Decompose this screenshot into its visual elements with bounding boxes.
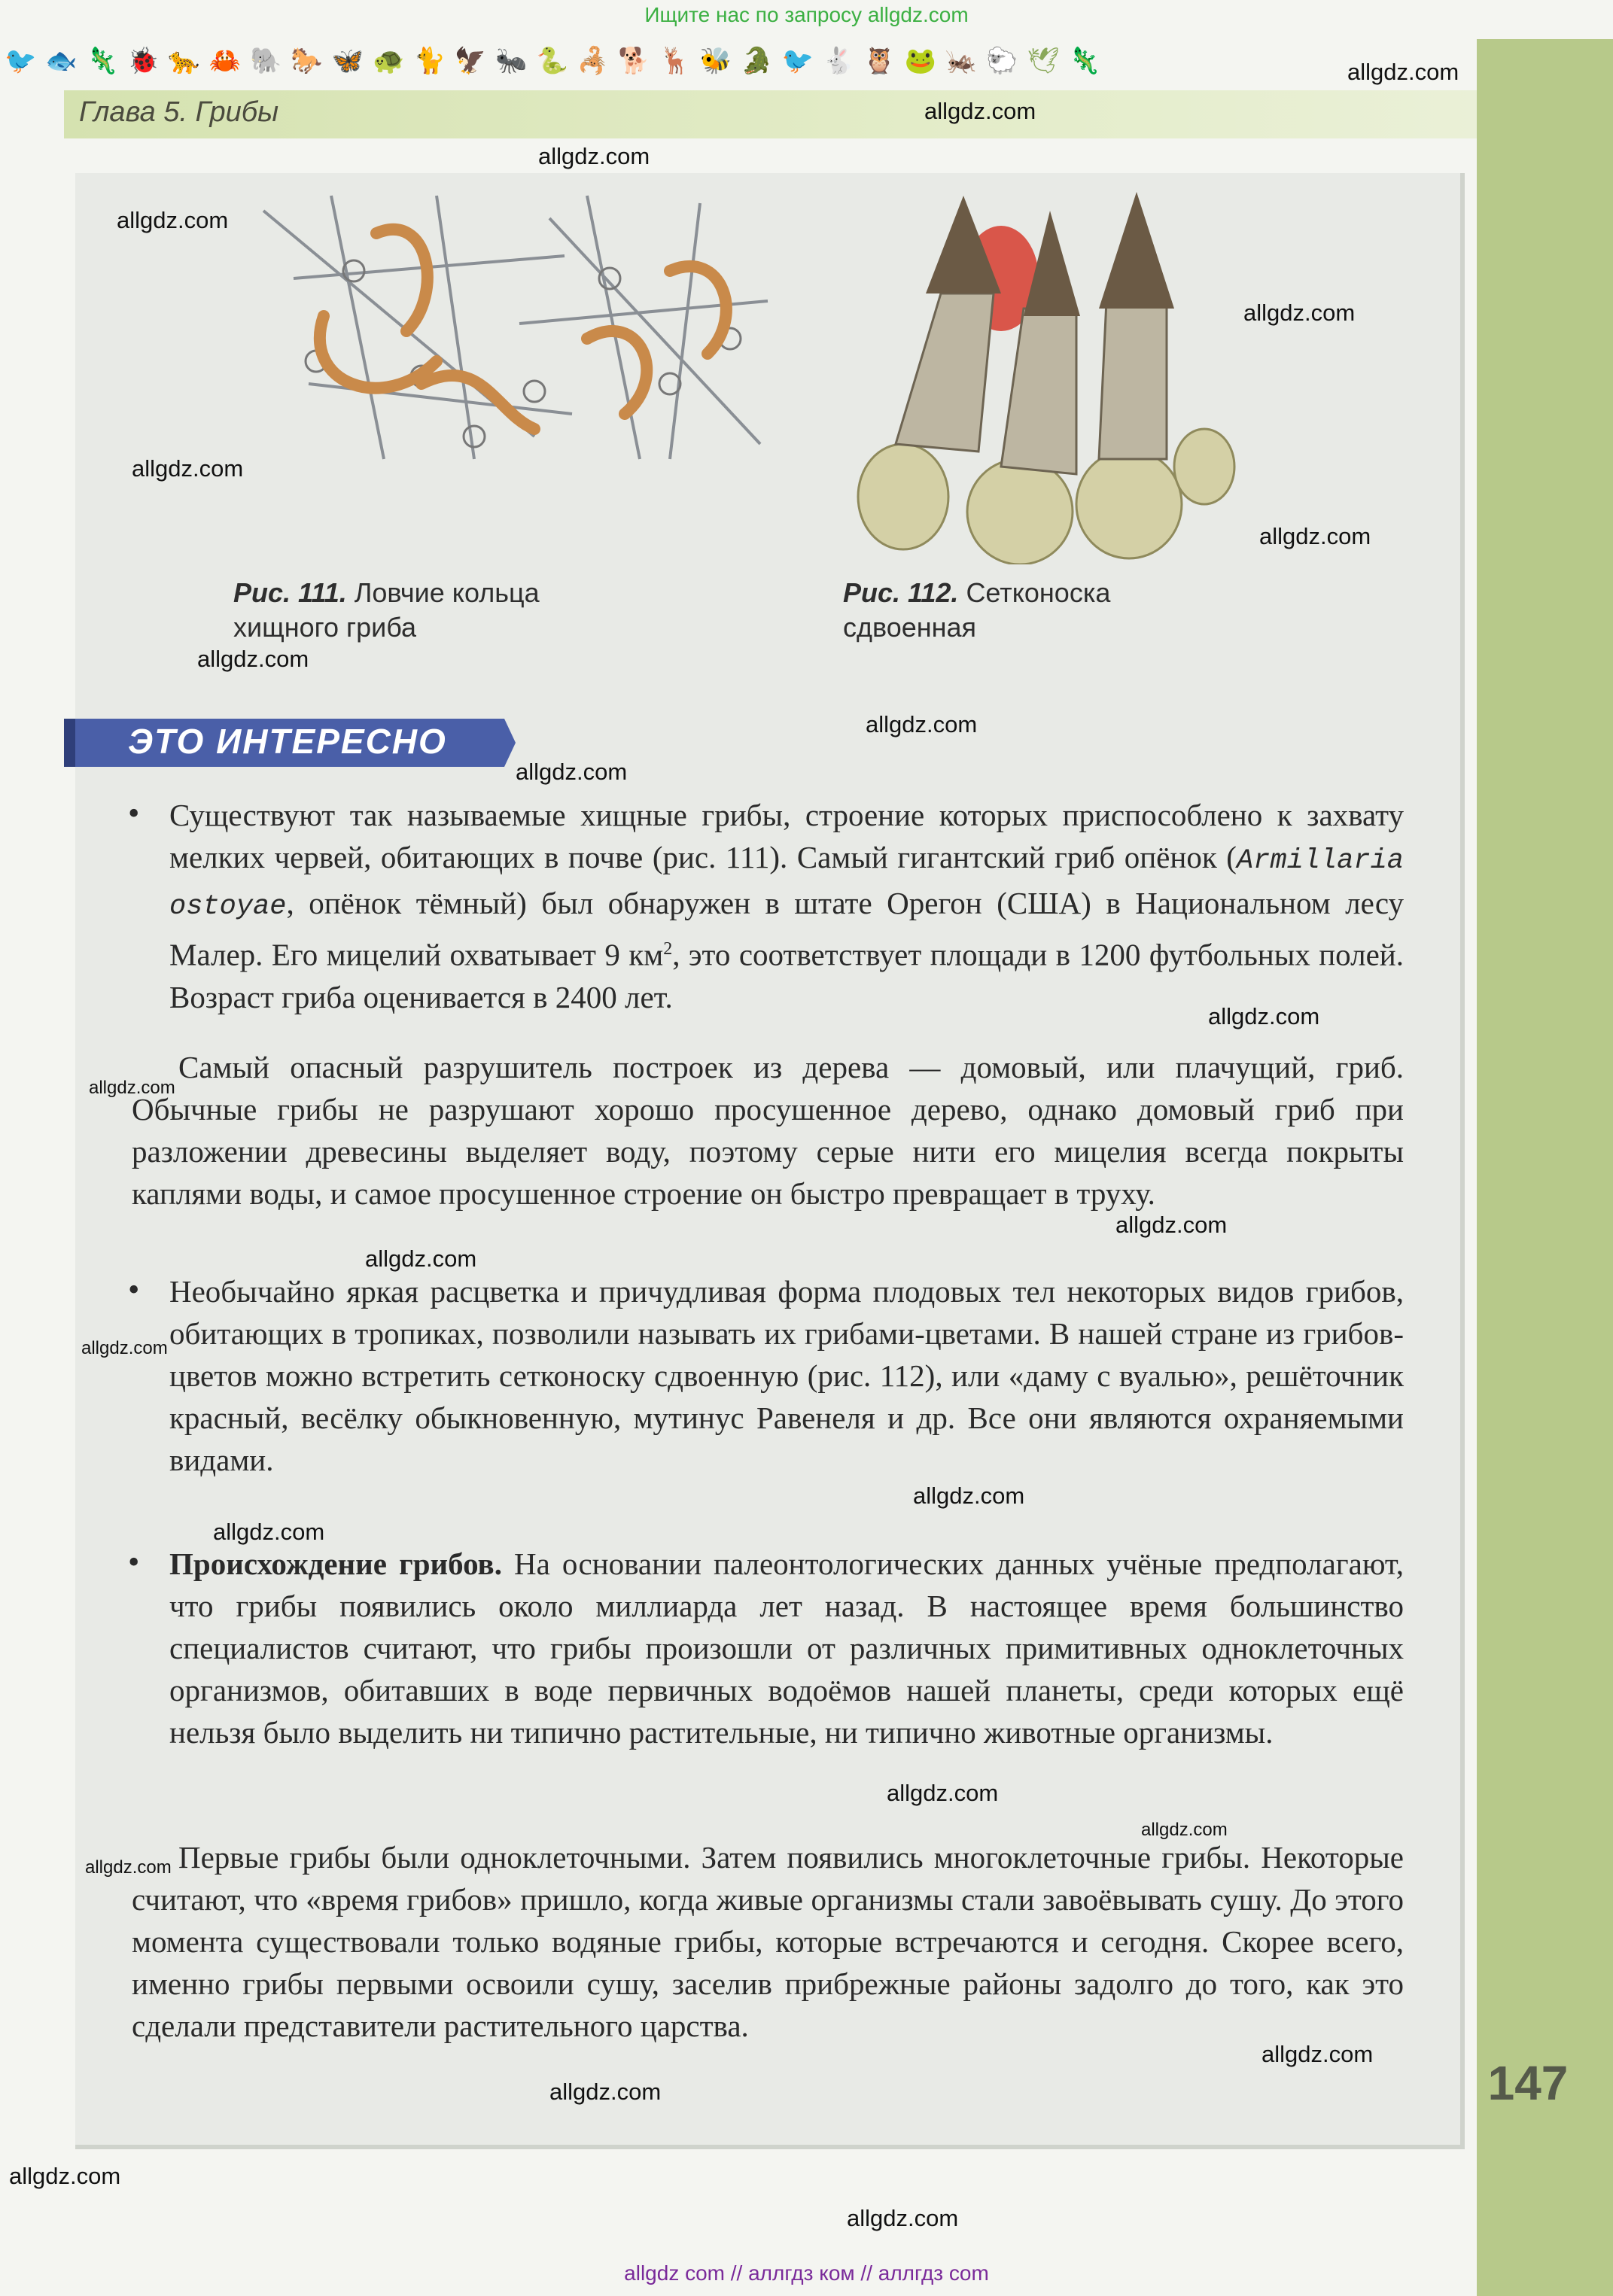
- paragraph-origin-of-fungi: Происхождение грибов. На основании палеонтологических данных учёные предполагают, что грибы появились около миллиарда лет назад. В настоящее время большинство специалистов считают, что грибы произошли от различных примитивных одноклеточных организмов, обитавших в воде первичных водоёмов нашей планеты, среди которых ещё нельзя было выделить ни типично растительные, ни типично животные организмы.: [169, 1546, 1404, 1750]
- paragraph-flower-fungi: Необычайно яркая расцветка и причудливая форма плодовых тел некоторых видов грибов, обитающих в тропиках, позволили называть их грибами-цветами. В нашей стране из грибов-цветов можно встретить сетконоску сдвоенную (рис. 112), или «даму с вуалью», решёточник красный, весёлку обыкновенную, мутинус Равенеля и др. Все они являются охраняемыми видами.: [169, 1274, 1404, 1477]
- top-search-link[interactable]: Ищите нас по запросу allgdz.com: [644, 3, 969, 26]
- fig-112-caption-line2: сдвоенная: [843, 612, 977, 643]
- watermark: allgdz.com: [117, 207, 229, 233]
- watermark: allgdz.com: [1261, 2041, 1374, 2067]
- fig-112-number: Рис. 112.: [843, 577, 959, 608]
- fig-111-number: Рис. 111.: [233, 577, 347, 608]
- watermark: allgdz.com: [1141, 1820, 1228, 1840]
- watermark: allgdz.com: [887, 1780, 999, 1806]
- bullet-1: •: [128, 795, 140, 832]
- watermark: allgdz.com: [1259, 523, 1371, 549]
- page-number: 147: [1487, 2056, 1569, 2110]
- footer-links[interactable]: allgdz com // аллгдз ком // аллгдз com: [624, 2261, 989, 2285]
- watermark: allgdz.com: [549, 2079, 662, 2105]
- watermark: allgdz.com: [913, 1483, 1025, 1509]
- watermark: allgdz.com: [1115, 1212, 1228, 1238]
- watermark: allgdz.com: [866, 711, 978, 737]
- fig-112-caption-line1: Сетконоска: [966, 577, 1111, 608]
- watermark: allgdz.com: [197, 646, 309, 672]
- fig-111-caption: [233, 576, 540, 645]
- chapter-title: Глава 5. Грибы: [79, 96, 279, 128]
- watermark: allgdz.com: [924, 98, 1036, 124]
- watermark: allgdz.com: [538, 143, 650, 169]
- fig-111-caption-line1: Ловчие кольца: [354, 577, 540, 608]
- watermark: allgdz.com: [213, 1519, 325, 1545]
- bullet-3: •: [128, 1543, 140, 1580]
- fig-112-stinkhorn-illustration: [851, 181, 1242, 564]
- watermark: allgdz.com: [365, 1245, 477, 1272]
- fig-112-caption: [843, 576, 1110, 645]
- watermark: allgdz.com: [89, 1078, 175, 1098]
- banner-title: ЭТО ИНТЕРЕСНО: [128, 722, 447, 761]
- watermark: allgdz.com: [1208, 1003, 1320, 1029]
- watermark: allgdz.com: [9, 2163, 121, 2189]
- watermark: allgdz.com: [1243, 300, 1356, 326]
- fig-111-trapping-rings-illustration: [248, 188, 775, 467]
- page-margin-strip: [1477, 39, 1613, 2296]
- bullet-2: •: [128, 1271, 140, 1308]
- watermark: allgdz.com: [85, 1857, 172, 1878]
- latin-name: Armillaria ostoyae: [169, 845, 1404, 923]
- fig-111-caption-line2: хищного гриба: [233, 612, 417, 643]
- watermark: allgdz.com: [132, 455, 244, 482]
- watermark: allgdz.com: [81, 1338, 168, 1358]
- paragraph-house-fungus: Самый опасный разрушитель построек из дерева — домовый, или плачущий, гриб. Обычные грибы не разрушают хорошо просушенное дерево, однако домовый гриб при разложении древесины выделяет воду, поэтому серые нити его мицелия всегда покрыты каплями воды, и самое просушенное строение он быстро превращает в труху.: [132, 1050, 1404, 1211]
- paragraph-predatory-fungi: Существуют так называемые хищные грибы, строение которых приспособлено к захвату мелких червей, обитающих в почве (рис. 111). Самый гигантский гриб опёнок (Armillaria ostoyae, опёнок тёмный) был обнаружен в штате Орегон (США) в Национальном лесу Малер. Его мицелий охватывает 9 $км^2$, это соответствует площади в 1200 футбольных полей. Возраст гриба оценивается в 2400 лет.: [169, 798, 1404, 1014]
- watermark: allgdz.com: [847, 2205, 959, 2231]
- watermark: allgdz.com: [516, 759, 628, 785]
- animal-ornament-band: 🐦 🐟 🦎 🐞 🐆 🦀 🐘 🐎 🦋 🐢 🐈 🦅 🐜 🐍 🦂 🐕 🦌 🐝 🐊 🐦 🐇 🦉 🐸 🦗 🐑 🕊 🦎: [5, 47, 1101, 75]
- paragraph-first-fungi: Первые грибы были одноклеточными. Затем появились многоклеточные грибы. Некоторые считают, что «время грибов» пришло, когда живые организмы стали завоёвывать сушу. До этого момента существовали только водяные грибы, которые встречаются и сегодня. Скорее всего, именно грибы первыми освоили сушу, заселив прибрежные районы задолго до того, как это сделали представители растительного царства.: [132, 1840, 1404, 2043]
- watermark: allgdz.com: [1347, 59, 1459, 85]
